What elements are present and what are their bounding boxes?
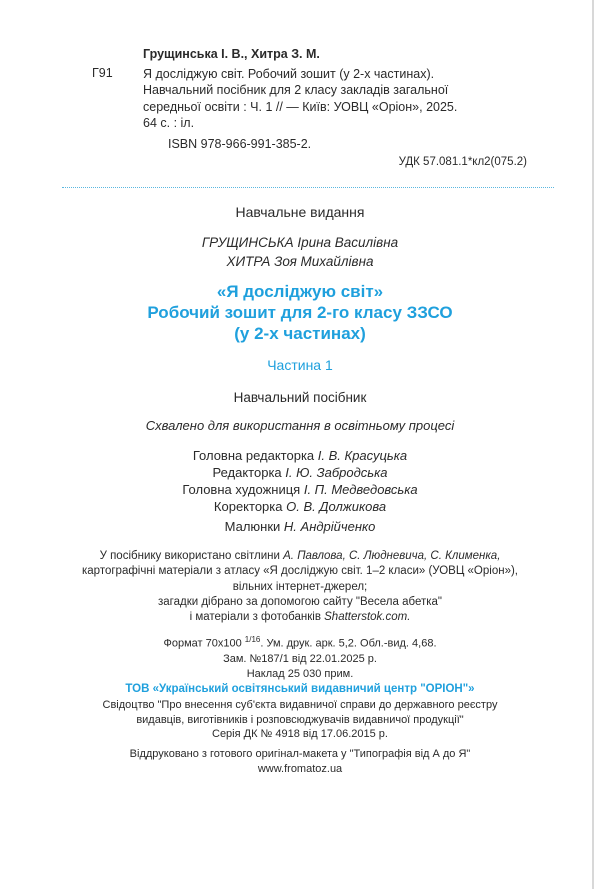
format-info (0, 632, 600, 682)
staff-role: Редакторка (212, 465, 282, 480)
printer-website: www.fromatoz.ua (257, 763, 343, 775)
staff-role: Коректорка (213, 499, 283, 514)
photobank-name: Shatterstok.com. (324, 611, 411, 624)
sources-line: картографічні матеріали з атласу «Я досліджую світ. 1–2 класи» (УОВЦ «Оріон»), (82, 565, 518, 578)
format-fraction: 1/16 (244, 635, 261, 644)
printer-info (0, 747, 600, 777)
author-full-name: ХИТРА Зоя Михайлівна (226, 254, 374, 269)
staff-name: І. П. Медведовська (303, 482, 418, 497)
bibliographic-description (143, 66, 523, 131)
dotted-divider (62, 187, 554, 188)
book-subtitle: (у 2-х частинах) (234, 324, 366, 343)
illustrations-name: Н. Андрійченко (283, 519, 376, 534)
certificate-line: видавців, виготівників і розповсюджувачів видавничої продукції" (136, 713, 464, 726)
staff-line (0, 498, 600, 515)
certificate-line: Свідоцтво "Про внесення суб'єкта видавничої справи до державного реєстру (102, 699, 498, 711)
approval-note: Схвалено для використання в освітньому процесі (145, 418, 455, 433)
sources-note (0, 549, 600, 625)
certificate-line: Серія ДК № 4918 від 17.06.2015 р. (212, 728, 388, 740)
authors-header: Грущинська І. В., Хитра З. М. (143, 47, 320, 61)
photographers: А. Павлова, С. Людневича, С. Клименка, (283, 550, 501, 562)
description-line: середньої освіти : Ч. 1 // — Київ: УОВЦ «Оріон», 2025. (143, 99, 458, 114)
print-run-line: Наклад 25 030 прим. (246, 667, 354, 680)
staff-line (0, 464, 600, 481)
manual-type: Навчальний посібник (233, 390, 367, 405)
staff-role: Головна редакторка (192, 448, 315, 463)
staff-line (0, 447, 600, 464)
sources-text: і матеріали з фотобанків (189, 611, 325, 624)
publisher-certificate (0, 698, 600, 742)
description-line: Навчальний посібник для 2 класу закладів загальної (143, 83, 449, 98)
format-text: Формат 70x100 (163, 637, 245, 650)
edition-type: Навчальне видання (235, 204, 365, 220)
staff-name: І. В. Красуцька (317, 448, 408, 463)
part-label: Частина 1 (267, 357, 333, 373)
isbn: ISBN 978-966-991-385-2. (168, 137, 312, 151)
sources-text: У посібнику використано світлини (99, 550, 284, 562)
format-line (0, 632, 600, 652)
udc-code: УДК 57.081.1*кл2(075.2) (398, 156, 527, 168)
format-text: . Ум. друк. арк. 5,2. Обл.-вид. 4,68. (260, 637, 437, 650)
sources-line: вільних інтернет-джерел; (232, 580, 368, 593)
book-subtitle: Робочий зошит для 2-го класу ЗЗСО (147, 303, 453, 322)
staff-name: І. Ю. Забродська (285, 465, 388, 480)
staff-line (0, 481, 600, 498)
illustrations-role: Малюнки (224, 519, 281, 534)
book-title: «Я досліджую світ» (216, 282, 384, 301)
order-line: Зам. №187/1 від 22.01.2025 р. (223, 652, 377, 665)
description-line: Я досліджую світ. Робочий зошит (у 2-х частинах). (143, 67, 435, 81)
illustrations-credit (0, 519, 600, 534)
sources-line (0, 610, 600, 625)
sources-line (0, 549, 600, 564)
sources-line: загадки дібрано за допомогою сайту "Весела абетка" (157, 595, 443, 608)
staff-role: Головна художниця (182, 482, 301, 497)
author-full-name: ГРУЩИНСЬКА Ірина Василівна (201, 235, 399, 250)
printer-line: Віддруковано з готового оригінал-макета у "Типографія від А до Я" (129, 748, 471, 760)
description-line: 64 с. : іл. (143, 115, 195, 130)
publisher-name: ТОВ «Український освітянський видавничий центр "ОРІОН"» (125, 683, 475, 695)
catalog-code: Г91 (92, 66, 113, 80)
staff-name: О. В. Должикова (286, 499, 387, 514)
